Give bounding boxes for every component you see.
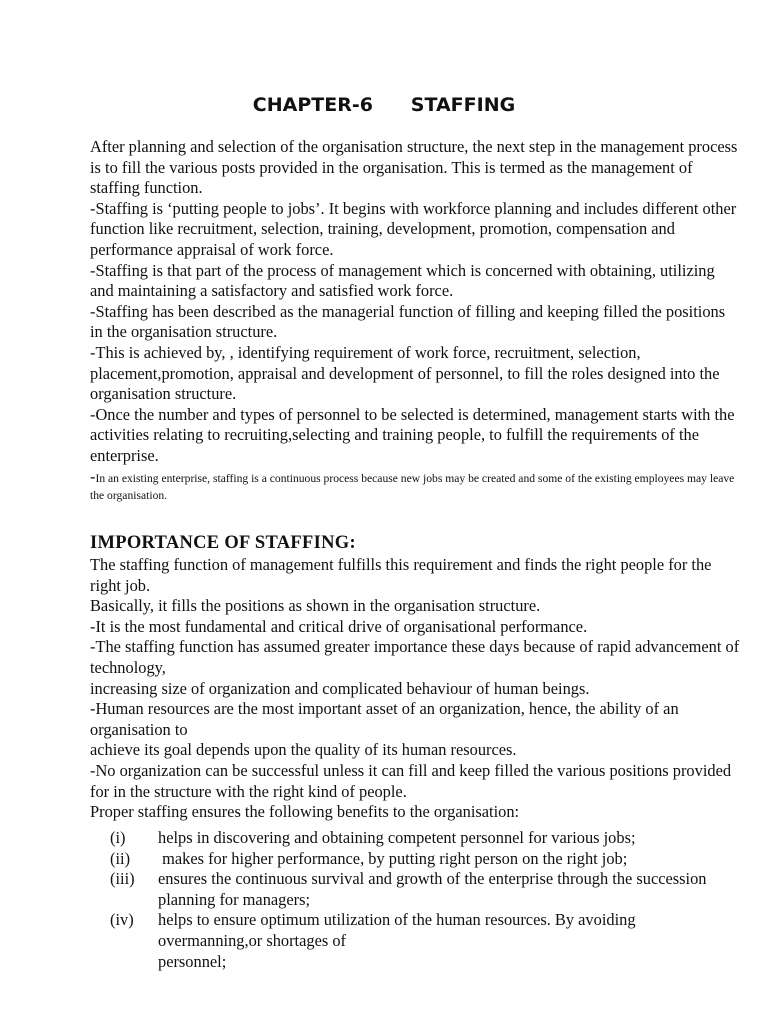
- intro-paragraph: -Staffing is ‘putting people to jobs’. It begins with workforce planning and includes different other function like recruitment, selection, training, development, promotion, compensation and performance appraisal of work force.: [90, 198, 737, 259]
- importance-section: [90, 555, 740, 823]
- benefit-number: (i): [110, 828, 126, 847]
- benefit-item: [110, 910, 730, 951]
- benefit-item: [110, 869, 730, 910]
- benefit-item: [110, 828, 730, 849]
- benefit-text: helps to ensure optimum utilization of the human resources. By avoiding overmanning,or shortages of: [158, 910, 636, 950]
- intro-paragraph: -This is achieved by, , identifying requirement of work force, recruitment, selection, placement,promotion, appraisal and development of personnel, to fill the roles designed into the organisation structure.: [90, 342, 720, 404]
- importance-paragraph: -The staffing function has assumed greater importance these days because of rapid advancement of technology,: [90, 637, 740, 677]
- importance-paragraph: The staffing function of management fulfills this requirement and finds the right people for the right job.: [90, 555, 712, 595]
- intro-section: [90, 137, 740, 505]
- importance-paragraph: achieve its goal depends upon the quality of its human resources.: [90, 740, 517, 760]
- small-note-text: In an existing enterprise, staffing is a continuous process because new jobs may be created and some of the existing employees may leave the organisation.: [90, 471, 735, 502]
- benefit-text: personnel;: [158, 951, 227, 971]
- importance-paragraph: Basically, it fills the positions as shown in the organisation structure.: [90, 596, 541, 616]
- benefit-item: [110, 952, 730, 973]
- benefit-number: (ii): [110, 848, 131, 868]
- importance-paragraph: Proper staffing ensures the following benefits to the organisation:: [90, 802, 520, 822]
- importance-heading: IMPORTANCE OF STAFFING:: [90, 533, 356, 553]
- importance-paragraph: increasing size of organization and complicated behaviour of human beings.: [90, 678, 590, 698]
- small-note-dash: -: [90, 466, 96, 486]
- benefit-text: helps in discovering and obtaining competent personnel for various jobs;: [158, 828, 636, 847]
- intro-paragraph: -Once the number and types of personnel to be selected is determined, management starts with the activities relating to recruiting,selecting and training people, to fulfill the requirements of the enterprise.: [90, 404, 735, 465]
- small-note-paragraph: [90, 468, 740, 505]
- benefits-list: [110, 828, 730, 972]
- benefit-text: ensures the continuous survival and growth of the enterprise through the succession planning for managers;: [158, 869, 707, 909]
- intro-paragraph: -Staffing has been described as the managerial function of filling and keeping filled the positions in the organisation structure.: [90, 301, 726, 342]
- importance-paragraph: -No organization can be successful unless it can fill and keep filled the various positions provided for in the structure with the right kind of people.: [90, 760, 732, 801]
- chapter-title: CHAPTER-6 STAFFING: [252, 94, 516, 116]
- benefit-number: (iv): [110, 910, 134, 930]
- intro-paragraph: -Staffing is that part of the process of management which is concerned with obtaining, utilizing and maintaining a satisfactory and satisfied work force.: [90, 260, 715, 301]
- benefit-number: [110, 952, 158, 973]
- benefit-item: [110, 849, 730, 870]
- benefit-text: makes for higher performance, by putting right person on the right job;: [158, 848, 628, 868]
- intro-paragraph: After planning and selection of the organisation structure, the next step in the management process is to fill the various posts provided in the organisation. This is termed as the management of staffing function.: [90, 137, 738, 198]
- benefit-number: (iii): [110, 869, 135, 889]
- importance-paragraph: -It is the most fundamental and critical drive of organisational performance.: [90, 616, 588, 636]
- importance-paragraph: -Human resources are the most important asset of an organization, hence, the ability of an organisation to: [90, 699, 679, 739]
